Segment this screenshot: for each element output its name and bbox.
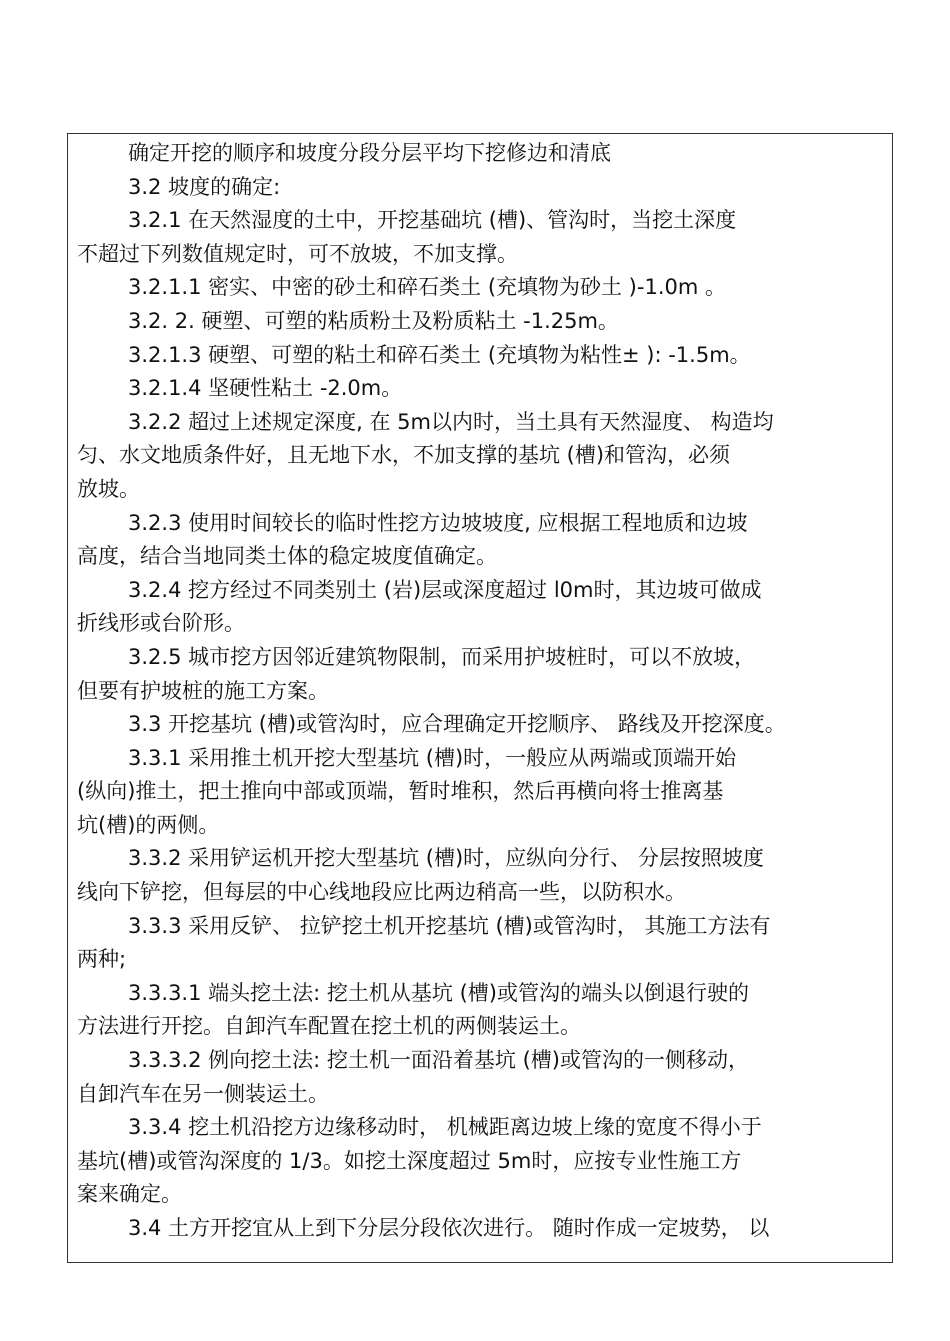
document-body — [77, 137, 883, 1246]
text-line: 3.3.3.1 端头挖土法: 挖土机从基坑 (槽)或管沟的端头以倒退行驶的 — [128, 980, 749, 1005]
text-line: 3.3.4 挖土机沿挖方边缘移动时， 机械距离边坡上缘的宽度不得小于 — [128, 1115, 762, 1140]
text-line: 3.2.3 使用时间较长的临时性挖方边坡坡度, 应根据工程地质和边坡 — [128, 510, 748, 535]
text-line: 3.3.3 采用反铲、 拉铲挖土机开挖基坑 (槽)或管沟时， 其施工方法有 — [128, 913, 771, 938]
text-line: 方法进行开挖。自卸汽车配置在挖土机的两侧装运土。 — [77, 1014, 581, 1039]
text-line: 3.2.2 超过上述规定深度, 在 5m以内时，当土具有天然湿度、 构造均 — [128, 409, 774, 434]
text-line: 3.2.1.3 硬塑、可塑的粘土和碎石类土 (充填物为粘性± ): -1.5m。 — [128, 342, 751, 367]
text-line: 线向下铲挖，但每层的中心线地段应比两边稍高一些，以防积水。 — [77, 880, 686, 905]
text-line: 3.2.4 挖方经过不同类别土 (岩)层或深度超过 l0m时，其边坡可做成 — [128, 577, 762, 602]
text-line: 放坡。 — [77, 476, 140, 501]
text-line: 但要有护坡桩的施工方案。 — [77, 678, 329, 703]
text-line: 匀、水文地质条件好，且无地下水，不加支撑的基坑 (槽)和管沟，必须 — [77, 443, 731, 468]
text-line: 3.3.3.2 例向挖土法: 挖土机一面沿着基坑 (槽)或管沟的一侧移动， — [128, 1048, 749, 1073]
text-line: 自卸汽车在另一侧装运土。 — [77, 1081, 329, 1106]
text-line: 3.2.5 城市挖方因邻近建筑物限制，而采用护坡桩时，可以不放坡， — [128, 644, 756, 669]
text-line: 案来确定。 — [77, 1182, 182, 1207]
text-line: 不超过下列数值规定时，可不放坡，不加支撑。 — [77, 241, 518, 266]
text-line: (纵向)推土，把土推向中部或顶端，暂时堆积，然后再横向将士推离基 — [77, 779, 724, 804]
text-line: 3.3.1 采用推土机开挖大型基坑 (槽)时，一般应从两端或顶端开始 — [128, 745, 737, 770]
text-line: 3.3.2 采用铲运机开挖大型基坑 (槽)时，应纵向分行、 分层按照坡度 — [128, 846, 764, 871]
text-line: 3.2.1 在天然湿度的土中，开挖基础坑 (槽)、管沟时，当挖土深度 — [128, 208, 737, 233]
text-line: 3.2.1.1 密实、中密的砂土和碎石类土 (充填物为砂土 )-1.0m 。 — [128, 275, 726, 300]
text-line: 坑(槽)的两侧。 — [77, 812, 220, 837]
text-line: 折线形或台阶形。 — [77, 611, 245, 636]
text-line: 确定开挖的顺序和坡度分段分层平均下挖修边和清底 — [128, 141, 611, 165]
text-line: 两种; — [77, 947, 127, 972]
section-heading: 3.2 坡度的确定: — [128, 174, 281, 199]
text-line: 3.2. 2. 硬塑、可塑的粘质粉土及粉质粘土 -1.25m。 — [128, 308, 619, 333]
section-heading: 3.3 开挖基坑 (槽)或管沟时，应合理确定开挖顺序、 路线及开挖深度。 — [128, 712, 786, 737]
text-line: 3.2.1.4 坚硬性粘土 -2.0m。 — [128, 376, 403, 401]
text-line: 基坑(槽)或管沟深度的 1/3。如挖土深度超过 5m时，应按专业性施工方 — [77, 1148, 742, 1173]
text-line: 高度，结合当地同类土体的稳定坡度值确定。 — [77, 544, 497, 569]
section-heading: 3.4 土方开挖宜从上到下分层分段依次进行。 随时作成一定坡势， 以 — [128, 1216, 770, 1240]
document-frame — [67, 133, 893, 1263]
